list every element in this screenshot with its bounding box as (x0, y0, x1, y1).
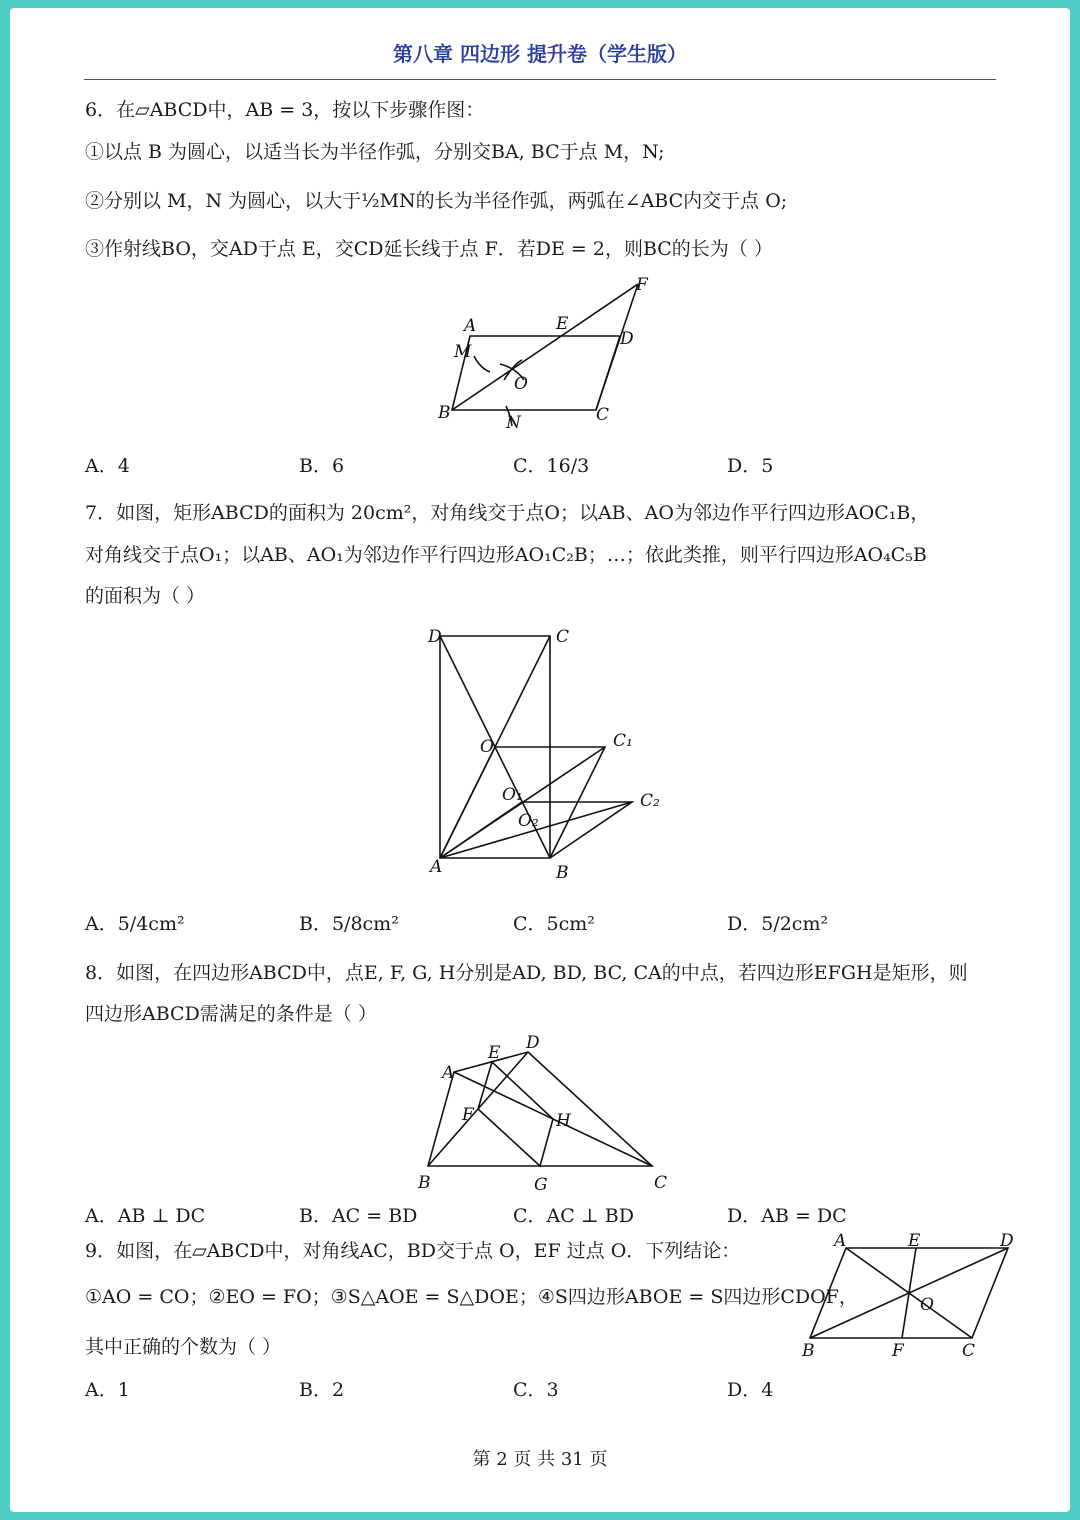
q6-label-m: M (454, 342, 472, 362)
q7-line-2: 对角线交于点O₁；以AB、AO₁为邻边作平行四边形AO₁C₂B；…；依此类推，则平行四边形AO₄C₅B (85, 544, 927, 566)
q8-option-a[interactable]: A．AB ⊥ DC (85, 1205, 206, 1227)
q6-label-d: D (620, 329, 634, 349)
q7-label-b: B (556, 863, 569, 882)
q6-label-a: A (464, 316, 477, 336)
q6-option-c[interactable]: C．16/3 (513, 455, 590, 477)
q7-label-o1: O₁ (502, 785, 523, 805)
q7-line-3: 的面积为（ ） (85, 585, 206, 607)
q7-label-c: C (556, 627, 570, 647)
q7-line-1: 7．如图，矩形ABCD的面积为 20cm²，对角线交于点O；以AB、AO为邻边作平行四边形AOC₁B， (85, 502, 930, 524)
q6-figure (430, 268, 660, 428)
q6-line-4: ③作射线BO，交AD于点 E，交CD延长线于点 F．若DE = 2，则BC的长为（ ） (85, 238, 773, 260)
q9-line-1: 9．如图，在▱ABCD中，对角线AC，BD交于点 O，EF 过点 O．下列结论： (85, 1240, 741, 1262)
q6-label-e: E (556, 314, 569, 334)
q8-label-a: A (442, 1063, 455, 1083)
q6-label-f: F (636, 275, 648, 295)
q7-figure (410, 620, 680, 882)
q8-label-e: E (488, 1043, 501, 1063)
q7-option-d[interactable]: D．5/2cm² (727, 913, 829, 935)
q9-option-c[interactable]: C．3 (513, 1379, 559, 1401)
q7-label-c2: C₂ (640, 791, 660, 811)
q9-line-3: 其中正确的个数为（ ） (85, 1336, 282, 1358)
q6-ray-bo (452, 284, 638, 410)
q8-label-d: D (526, 1033, 540, 1053)
q7-option-c[interactable]: C．5cm² (513, 913, 595, 935)
q6-arc-m (474, 356, 490, 372)
page-header-title: 第八章 四边形 提升卷（学生版） (393, 42, 687, 66)
q7-label-a: A (430, 857, 443, 877)
q6-label-c: C (596, 405, 610, 425)
q6-label-n: N (506, 413, 521, 428)
q9-label-c: C (962, 1341, 976, 1360)
q6-label-b: B (438, 403, 451, 423)
q8-option-c[interactable]: C．AC ⊥ BD (513, 1205, 634, 1227)
q6-option-a[interactable]: A．4 (85, 455, 130, 477)
q9-line-2: ①AO = CO；②EO = FO；③S△AOE = S△DOE；④S四边形ABOE = S四边形CDOF， (85, 1286, 858, 1308)
q8-figure (408, 1030, 688, 1192)
q6-parallelogram (452, 336, 620, 410)
q6-option-d[interactable]: D．5 (727, 455, 774, 477)
q8-option-b[interactable]: B．AC = BD (299, 1205, 418, 1227)
q8-option-d[interactable]: D．AB = DC (727, 1205, 847, 1227)
q7-label-o2: O₂ (518, 811, 539, 831)
q6-option-b[interactable]: B．6 (299, 455, 345, 477)
q7-label-c1: C₁ (613, 731, 633, 751)
q8-line-1: 8．如图，在四边形ABCD中，点E, F, G, H分别是AD, BD, BC, CA的中点，若四边形EFGH是矩形，则 (85, 962, 968, 984)
q7-option-a[interactable]: A．5/4cm² (85, 913, 185, 935)
q8-label-c: C (654, 1173, 668, 1192)
header-divider (84, 79, 996, 80)
q7-label-d: D (428, 627, 442, 647)
q9-label-o: O (920, 1295, 934, 1315)
q9-option-d[interactable]: D．4 (727, 1379, 774, 1401)
q7-label-o: O (480, 737, 494, 757)
q9-label-f: F (892, 1341, 904, 1360)
q6-line-3: ②分别以 M，N 为圆心，以大于½MN的长为半径作弧，两弧在∠ABC内交于点 O; (85, 190, 788, 212)
document-page (10, 8, 1070, 1512)
q9-option-a[interactable]: A．1 (85, 1379, 130, 1401)
q9-label-d: D (1000, 1231, 1014, 1251)
q9-option-b[interactable]: B．2 (299, 1379, 345, 1401)
q8-label-h: H (556, 1111, 571, 1131)
q8-line-2: 四边形ABCD需满足的条件是（ ） (85, 1003, 377, 1025)
q9-label-e: E (908, 1231, 921, 1251)
q8-label-b: B (418, 1173, 431, 1192)
q6-line-2: ①以点 B 为圆心，以适当长为半径作弧，分别交BA, BC于点 M，N; (85, 141, 665, 163)
q6-label-o: O (514, 374, 528, 394)
q9-figure (798, 1230, 1026, 1360)
q7-option-b[interactable]: B．5/8cm² (299, 913, 399, 935)
q6-line-1: 6．在▱ABCD中，AB = 3，按以下步骤作图： (85, 99, 485, 121)
q9-segment-ef (902, 1248, 916, 1338)
q9-label-b: B (802, 1341, 815, 1360)
page-footer-number: 第 2 页 共 31 页 (472, 1449, 608, 1470)
q9-label-a: A (834, 1231, 847, 1251)
q8-label-g: G (534, 1175, 548, 1192)
q8-label-f: F (462, 1105, 474, 1125)
